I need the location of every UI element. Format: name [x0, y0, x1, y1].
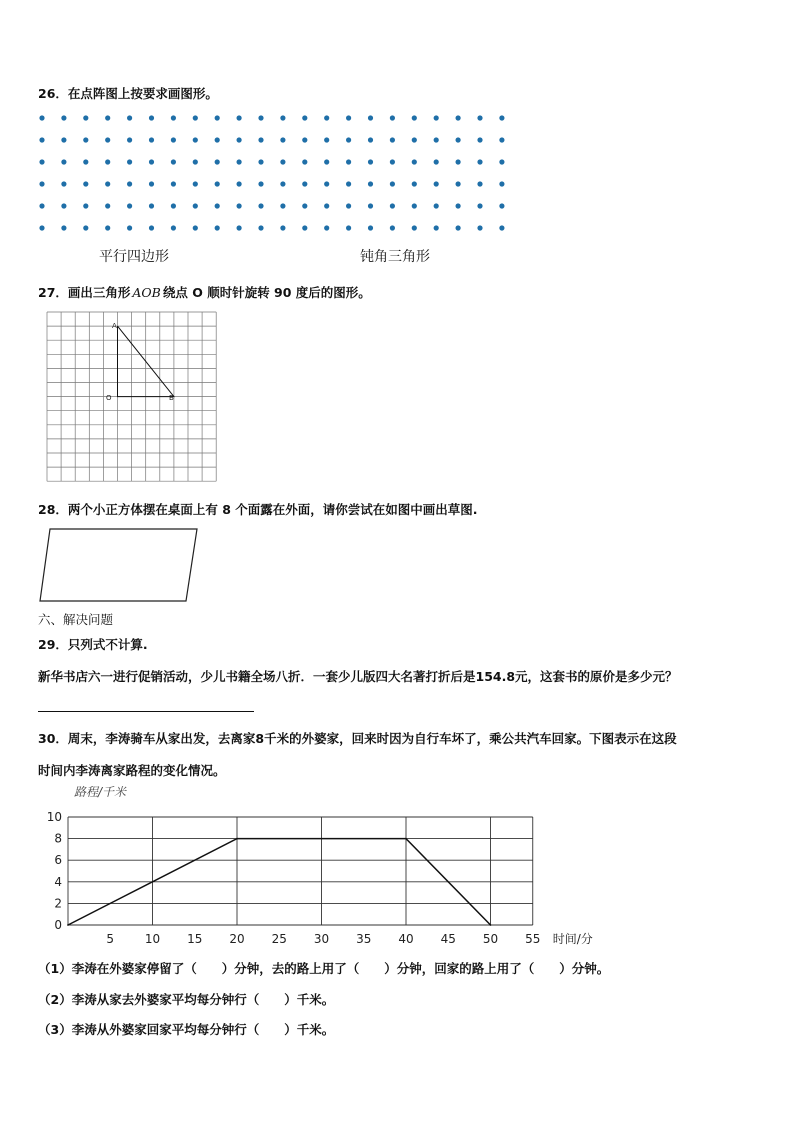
lattice-dot — [499, 203, 504, 208]
lattice-dot — [127, 225, 132, 230]
lattice-dot — [83, 203, 88, 208]
lattice-dot — [477, 203, 482, 208]
data-point — [67, 924, 69, 926]
lattice-dot — [346, 225, 351, 230]
lattice-dot — [105, 159, 110, 164]
parallelogram-sketch-area[interactable] — [38, 526, 202, 606]
lattice-dot — [324, 181, 329, 186]
lattice-dot — [499, 181, 504, 186]
point-b-label: B — [169, 394, 174, 402]
lattice-dot — [434, 159, 439, 164]
lattice-dot — [83, 137, 88, 142]
data-point — [236, 838, 238, 840]
lattice-dot — [280, 115, 285, 120]
rotation-grid[interactable] — [44, 309, 220, 485]
lattice-dot — [149, 137, 154, 142]
q28-title: 28．两个小正方体摆在桌面上有 8 个面露在外面，请你尝试在如图中画出草图. — [38, 502, 478, 517]
lattice-dot — [61, 115, 66, 120]
lattice-dot — [302, 115, 307, 120]
lattice-dot — [368, 115, 373, 120]
q26-title: 26．在点阵图上按要求画图形。 — [38, 86, 218, 101]
lattice-dot — [477, 181, 482, 186]
lattice-dot — [280, 203, 285, 208]
lattice-dot — [127, 159, 132, 164]
lattice-dot — [456, 115, 461, 120]
data-point — [405, 838, 407, 840]
lattice-dot — [346, 115, 351, 120]
x-tick-label: 20 — [229, 932, 245, 946]
lattice-dot — [390, 115, 395, 120]
lattice-dot — [368, 137, 373, 142]
y-tick-label: 0 — [54, 918, 62, 932]
lattice-dot — [237, 181, 242, 186]
x-tick-label: 10 — [144, 932, 161, 946]
x-tick-label: 55 — [525, 932, 541, 946]
lattice-dot — [171, 203, 176, 208]
lattice-dot — [390, 137, 395, 142]
lattice-dot — [193, 203, 198, 208]
lattice-dot — [127, 203, 132, 208]
lattice-dot — [149, 203, 154, 208]
lattice-dot — [215, 115, 220, 120]
q29-answer-line[interactable] — [38, 711, 254, 712]
q27-title-math: AOB — [132, 285, 161, 300]
lattice-dot — [258, 115, 263, 120]
lattice-dot — [390, 225, 395, 230]
lattice-dot — [39, 203, 44, 208]
section-6-title: 六、解决问题 — [38, 612, 114, 627]
lattice-dot — [324, 137, 329, 142]
lattice-dot — [193, 137, 198, 142]
lattice-dot — [302, 203, 307, 208]
lattice-dot — [302, 225, 307, 230]
lattice-dot — [499, 137, 504, 142]
lattice-dot — [499, 159, 504, 164]
lattice-dot — [39, 115, 44, 120]
data-point — [490, 924, 492, 926]
lattice-dot — [324, 159, 329, 164]
point-o-label: O — [106, 394, 112, 402]
lattice-dot — [149, 159, 154, 164]
point-a-label: A — [112, 322, 117, 330]
lattice-dot — [280, 181, 285, 186]
x-tick-label: 40 — [398, 932, 414, 946]
lattice-dot — [83, 181, 88, 186]
lattice-dot — [193, 159, 198, 164]
lattice-dot — [258, 203, 263, 208]
lattice-dot — [237, 137, 242, 142]
lattice-dot — [412, 159, 417, 164]
lattice-dot — [105, 137, 110, 142]
q26-caption-obtuse-triangle: 钝角三角形 — [360, 249, 430, 265]
q29-body: 新华书店六一进行促销活动，少儿书籍全场八折．一套少儿版四大名著打折后是154.8元，这套书的原价是多少元？ — [38, 669, 678, 684]
lattice-dot — [39, 137, 44, 142]
lattice-dot — [456, 181, 461, 186]
lattice-dot — [61, 203, 66, 208]
x-tick-label: 15 — [187, 932, 203, 946]
lattice-dot — [193, 225, 198, 230]
lattice-dot — [215, 225, 220, 230]
lattice-dot — [390, 203, 395, 208]
lattice-dot — [193, 115, 198, 120]
lattice-dot — [215, 137, 220, 142]
lattice-dot — [434, 225, 439, 230]
lattice-dot — [477, 115, 482, 120]
lattice-dot — [149, 115, 154, 120]
lattice-dot — [61, 137, 66, 142]
lattice-dot — [412, 225, 417, 230]
lattice-dot — [477, 137, 482, 142]
lattice-dot — [105, 203, 110, 208]
x-tick-label: 35 — [356, 932, 372, 946]
lattice-dot — [477, 225, 482, 230]
lattice-dot — [105, 115, 110, 120]
lattice-dot — [346, 181, 351, 186]
lattice-dot — [346, 159, 351, 164]
lattice-dot — [280, 159, 285, 164]
lattice-dot — [171, 137, 176, 142]
lattice-dot — [237, 203, 242, 208]
y-tick-label: 8 — [54, 831, 62, 846]
dot-grid[interactable] — [30, 108, 520, 238]
lattice-dot — [149, 225, 154, 230]
lattice-dot — [61, 159, 66, 164]
lattice-dot — [171, 225, 176, 230]
x-tick-label: 30 — [313, 932, 330, 946]
lattice-dot — [280, 137, 285, 142]
lattice-dot — [412, 137, 417, 142]
lattice-dot — [83, 159, 88, 164]
lattice-dot — [39, 181, 44, 186]
lattice-dot — [499, 225, 504, 230]
lattice-dot — [324, 115, 329, 120]
lattice-dot — [83, 115, 88, 120]
lattice-dot — [412, 203, 417, 208]
lattice-dot — [83, 225, 88, 230]
lattice-dot — [258, 159, 263, 164]
lattice-dot — [302, 137, 307, 142]
lattice-dot — [127, 181, 132, 186]
y-tick-label: 6 — [54, 853, 62, 868]
lattice-dot — [171, 159, 176, 164]
lattice-dot — [171, 115, 176, 120]
lattice-dot — [368, 159, 373, 164]
q29-title: 29．只列式不计算. — [38, 637, 148, 652]
lattice-dot — [215, 181, 220, 186]
lattice-dot — [434, 115, 439, 120]
lattice-dot — [237, 115, 242, 120]
lattice-dot — [434, 181, 439, 186]
lattice-dot — [302, 181, 307, 186]
lattice-dot — [346, 137, 351, 142]
q27-title-prefix: 27．画出三角形 — [38, 285, 131, 300]
y-axis-label: 路程/千米 — [74, 785, 127, 799]
lattice-dot — [434, 137, 439, 142]
lattice-dot — [302, 159, 307, 164]
lattice-dot — [61, 225, 66, 230]
y-tick-label: 4 — [54, 874, 62, 889]
lattice-dot — [390, 181, 395, 186]
lattice-dot — [237, 159, 242, 164]
lattice-dot — [346, 203, 351, 208]
lattice-dot — [105, 225, 110, 230]
q30-sub3: （3）李涛从外婆家回家平均每分钟行（ ）千米。 — [38, 1022, 335, 1037]
x-axis-label: 时间/分 — [552, 932, 593, 946]
lattice-dot — [39, 159, 44, 164]
q26-caption-parallelogram: 平行四边形 — [99, 249, 169, 265]
lattice-dot — [434, 203, 439, 208]
lattice-dot — [258, 181, 263, 186]
lattice-dot — [280, 225, 285, 230]
lattice-dot — [237, 225, 242, 230]
lattice-dot — [456, 225, 461, 230]
lattice-dot — [390, 159, 395, 164]
lattice-dot — [149, 181, 154, 186]
lattice-dot — [456, 159, 461, 164]
x-tick-label: 25 — [271, 932, 287, 946]
lattice-dot — [105, 181, 110, 186]
q30-sub2: （2）李涛从家去外婆家平均每分钟行（ ）千米。 — [38, 992, 335, 1007]
q27-title-suffix: 绕点 O 顺时针旋转 90 度后的图形。 — [162, 285, 371, 300]
lattice-dot — [258, 225, 263, 230]
lattice-dot — [412, 115, 417, 120]
lattice-dot — [456, 137, 461, 142]
lattice-dot — [258, 137, 263, 142]
lattice-dot — [368, 225, 373, 230]
parallelogram-shape — [40, 529, 197, 601]
lattice-dot — [324, 203, 329, 208]
lattice-dot — [368, 181, 373, 186]
x-tick-label: 5 — [106, 932, 115, 946]
lattice-dot — [368, 203, 373, 208]
q27-title — [38, 283, 371, 301]
lattice-dot — [39, 225, 44, 230]
q30-line2: 时间内李涛离家路程的变化情况。 — [38, 763, 226, 778]
lattice-dot — [193, 181, 198, 186]
y-tick-label: 2 — [54, 896, 62, 911]
lattice-dot — [499, 115, 504, 120]
lattice-dot — [215, 159, 220, 164]
x-tick-label: 50 — [482, 932, 499, 946]
lattice-dot — [456, 203, 461, 208]
lattice-dot — [477, 159, 482, 164]
lattice-dot — [171, 181, 176, 186]
lattice-dot — [127, 115, 132, 120]
x-tick-label: 45 — [440, 932, 456, 946]
distance-time-chart — [20, 782, 630, 954]
lattice-dot — [412, 181, 417, 186]
lattice-dot — [61, 181, 66, 186]
y-tick-label: 10 — [46, 810, 62, 824]
q30-line1: 30．周末，李涛骑车从家出发，去离家8千米的外婆家，回来时因为自行车坏了，乘公共汽车回家。下图表示在这段 — [38, 731, 677, 746]
q30-sub1: （1）李涛在外婆家停留了（ ）分钟，去的路上用了（ ）分钟，回家的路上用了（ ）分钟。 — [38, 961, 610, 976]
lattice-dot — [215, 203, 220, 208]
lattice-dot — [324, 225, 329, 230]
lattice-dot — [127, 137, 132, 142]
